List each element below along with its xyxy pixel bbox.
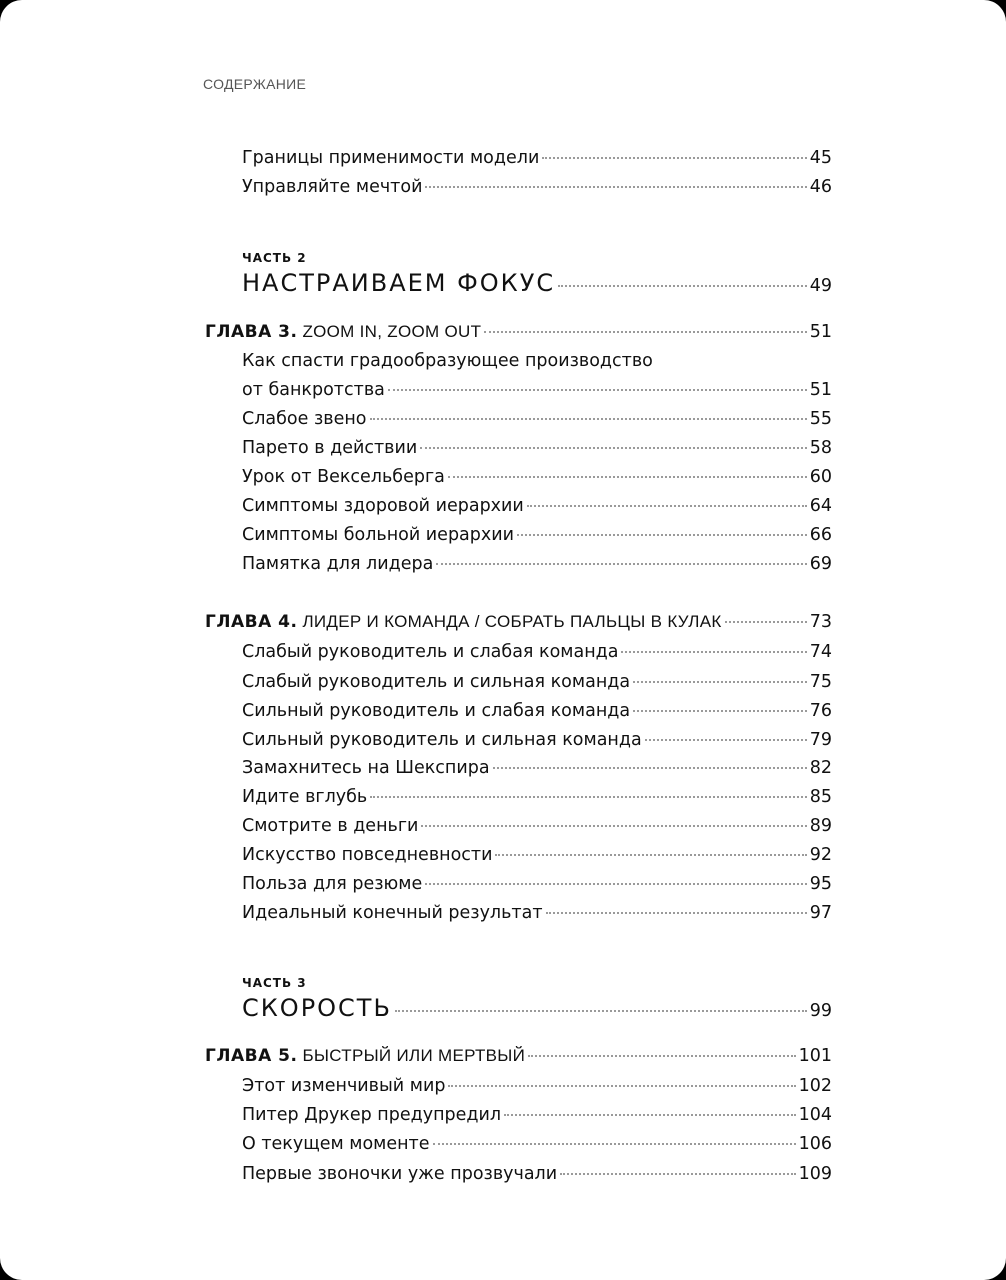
- toc-entry: [242, 786, 832, 808]
- toc-entry: [242, 176, 832, 198]
- toc-entry: [242, 815, 832, 837]
- toc-entry-title: Слабый руководитель и сильная команда: [242, 672, 631, 692]
- chapter-label: ГЛАВА 4.: [205, 612, 298, 632]
- leader-dots: [436, 563, 806, 565]
- leader-dots: [517, 534, 807, 536]
- toc-entry-page: 60: [809, 467, 832, 487]
- toc-entry-page: 66: [809, 525, 832, 545]
- leader-dots: [433, 1143, 796, 1145]
- part-heading: [242, 268, 832, 301]
- toc-entry: [242, 757, 832, 779]
- toc-entry-title: Симптомы здоровой иерархии: [242, 496, 524, 516]
- toc-entry: [242, 553, 832, 575]
- toc-entry: [242, 466, 832, 488]
- toc-entry-page: 79: [809, 730, 832, 750]
- leader-dots: [370, 796, 806, 798]
- toc-entry: [242, 873, 832, 895]
- toc-entry-title: Управляйте мечтой: [242, 177, 423, 197]
- toc-entry-page: 104: [798, 1105, 832, 1125]
- leader-dots: [425, 883, 807, 885]
- toc-entry-page: 75: [809, 672, 832, 692]
- toc-entry-title: Польза для резюме: [242, 874, 423, 894]
- leader-dots: [560, 1173, 795, 1175]
- toc-entry-page: 58: [809, 438, 832, 458]
- toc-entry: [242, 437, 832, 459]
- toc-entry-page: 97: [809, 903, 832, 923]
- toc-entry: [242, 524, 832, 546]
- toc-entry-page: 85: [809, 787, 832, 807]
- leader-dots: [395, 1010, 807, 1012]
- toc-entry-page: 92: [809, 845, 832, 865]
- leader-dots: [421, 825, 806, 827]
- toc-entry-title: Питер Друкер предупредил: [242, 1105, 502, 1125]
- leader-dots: [370, 418, 807, 420]
- chapter-label: ГЛАВА 5.: [205, 1046, 298, 1066]
- part-heading: [242, 993, 832, 1026]
- part-page: 99: [809, 1001, 832, 1021]
- toc-entry: [242, 729, 832, 751]
- toc-entry-title: Сильный руководитель и сильная команда: [242, 730, 642, 750]
- leader-dots: [542, 157, 806, 159]
- leader-dots: [420, 447, 807, 449]
- chapter-title: ЛИДЕР И КОМАНДА / СОБРАТЬ ПАЛЬЦЫ В КУЛАК: [302, 612, 722, 631]
- leader-dots: [528, 1055, 795, 1057]
- leader-dots: [645, 739, 807, 741]
- toc-entry-page: 109: [798, 1164, 832, 1184]
- leader-dots: [558, 285, 807, 287]
- part-label: ЧАСТЬ 3: [242, 976, 307, 990]
- toc-entry-title: Парето в действии: [242, 438, 418, 458]
- leader-dots: [448, 1085, 795, 1087]
- toc-entry: [242, 641, 832, 663]
- toc-entry-page: 95: [809, 874, 832, 894]
- toc-entry-page: 76: [809, 701, 832, 721]
- toc-entry: [242, 902, 832, 924]
- toc-entry-title: Искусство повседневности: [242, 845, 493, 865]
- toc-entry-page: 82: [809, 758, 832, 778]
- toc-entry: [242, 1163, 832, 1185]
- toc-entry-page: 102: [798, 1076, 832, 1096]
- toc-entry-title: Слабое звено: [242, 409, 367, 429]
- toc-entry-title: Этот изменчивый мир: [242, 1076, 446, 1096]
- toc-entry-title: Памятка для лидера: [242, 554, 434, 574]
- toc-entry: [242, 408, 832, 430]
- running-head: СОДЕРЖАНИЕ: [203, 76, 307, 92]
- chapter-label: ГЛАВА 3.: [205, 322, 298, 342]
- toc-entry-page: 51: [809, 380, 832, 400]
- toc-entry-page: 45: [809, 148, 832, 168]
- leader-dots: [633, 710, 807, 712]
- toc-entry-title: Симптомы больной иерархии: [242, 525, 514, 545]
- leader-dots: [621, 651, 806, 653]
- leader-dots: [633, 681, 807, 683]
- toc-entry-page: 64: [809, 496, 832, 516]
- leader-dots: [425, 186, 806, 188]
- leader-dots: [546, 912, 807, 914]
- part-label: ЧАСТЬ 2: [242, 251, 307, 265]
- toc-entry: [242, 379, 832, 401]
- toc-entry: [242, 700, 832, 722]
- leader-dots: [504, 1114, 796, 1116]
- toc-entry-title: Урок от Вексельберга: [242, 467, 445, 487]
- toc-entry: [242, 1133, 832, 1155]
- leader-dots: [388, 389, 807, 391]
- toc-entry-page: 69: [809, 554, 832, 574]
- part-page: 49: [809, 276, 832, 296]
- chapter-heading: [205, 611, 832, 633]
- toc-entry-page: 46: [809, 177, 832, 197]
- toc-entry-title-line2: от банкротства: [242, 380, 385, 400]
- toc-entry-page: 55: [809, 409, 832, 429]
- toc-entry-title: Идеальный конечный результат: [242, 903, 543, 923]
- toc-entry: [242, 495, 832, 517]
- toc-entry: [242, 147, 832, 169]
- toc-entry-title-line1: Как спасти градообразующее производство: [242, 351, 653, 371]
- toc-entry: [242, 1104, 832, 1126]
- toc-entry-title: Слабый руководитель и слабая команда: [242, 642, 619, 662]
- toc-entry: [242, 671, 832, 693]
- leader-dots: [448, 476, 807, 478]
- toc-entry-title: Границы применимости модели: [242, 148, 540, 168]
- toc-entry-title: Смотрите в деньги: [242, 816, 419, 836]
- toc-entry-page: 74: [809, 642, 832, 662]
- toc-entry: [242, 1075, 832, 1097]
- chapter-title: БЫСТРЫЙ ИЛИ МЕРТВЫЙ: [302, 1046, 526, 1065]
- chapter-page: 101: [798, 1046, 832, 1066]
- toc-entry-title: Первые звоночки уже прозвучали: [242, 1164, 558, 1184]
- chapter-page: 73: [809, 612, 832, 632]
- leader-dots: [495, 854, 806, 856]
- toc-entry: [242, 844, 832, 866]
- toc-entry-title: Идите вглубь: [242, 787, 368, 807]
- part-title: СКОРОСТЬ: [242, 994, 392, 1022]
- toc-entry-title: Сильный руководитель и слабая команда: [242, 701, 631, 721]
- leader-dots: [493, 767, 807, 769]
- leader-dots: [484, 331, 806, 333]
- chapter-title: ZOOM IN, ZOOM OUT: [302, 322, 482, 341]
- toc-entry-title: О текущем моменте: [242, 1134, 430, 1154]
- chapter-page: 51: [809, 322, 832, 342]
- toc-entry-page: 89: [809, 816, 832, 836]
- chapter-heading: [205, 321, 832, 343]
- chapter-heading: [205, 1045, 832, 1067]
- part-title: НАСТРАИВАЕМ ФОКУС: [242, 269, 556, 297]
- leader-dots: [725, 621, 807, 623]
- leader-dots: [527, 505, 807, 507]
- toc-entry-page: 106: [798, 1134, 832, 1154]
- toc-entry-title: Замахнитесь на Шекспира: [242, 758, 490, 778]
